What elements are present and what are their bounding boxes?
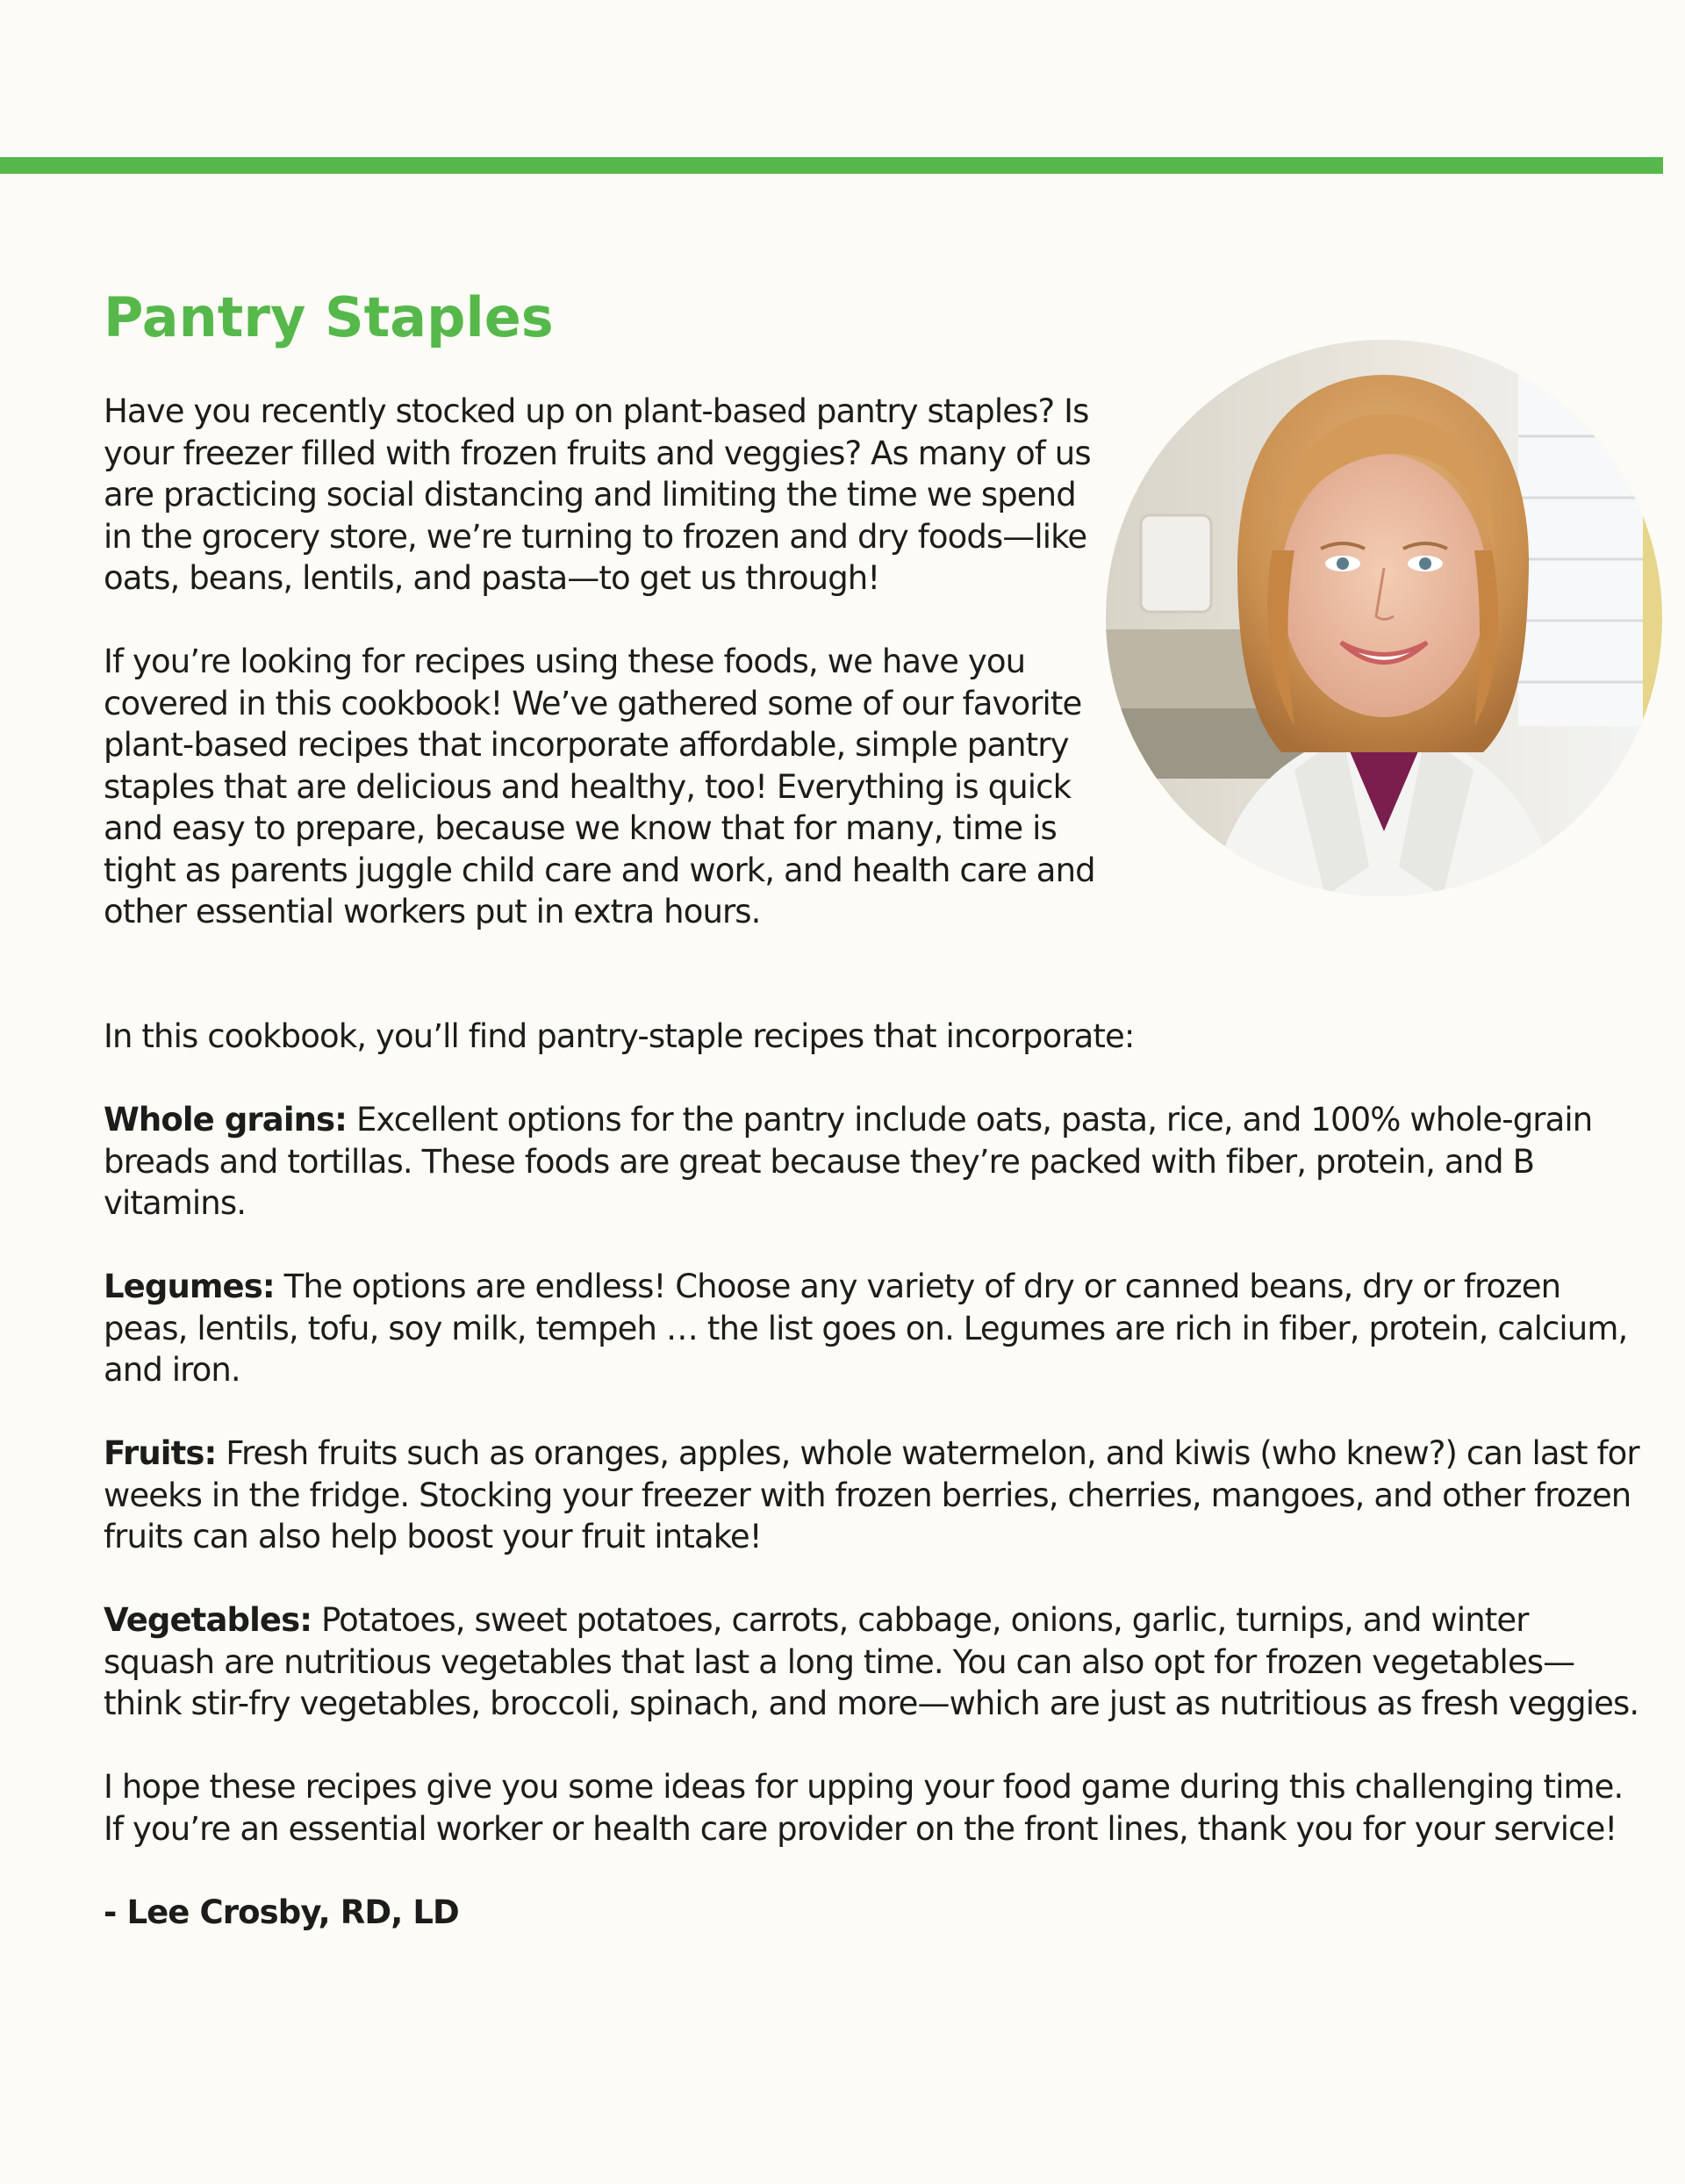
intro-paragraph-1: Have you recently stocked up on plant-based pantry staples? Is your freezer filled with frozen fruits and veggies? As many of us are practicing social distancing and limiting the time we spend in the grocery store, we’re turning to frozen and dry foods—like oats, beans, lentils, and pasta—to get us through!	[104, 392, 1091, 597]
lead-in-text: In this cookbook, you’ll find pantry-staple recipes that incorporate:	[104, 1017, 1135, 1055]
top-accent-bar	[0, 157, 1663, 174]
intro-paragraph-2: If you’re looking for recipes using these foods, we have you covered in this cookbook! We’ve gathered some of our favorite plant-based recipes that incorporate affordable, simple pantry staples that are delicious and healthy, too! Everything is quick and easy to prepare, because we know that for many, time is tight as parents juggle child care and work, and health care and other essential workers put in extra hours.	[104, 643, 1095, 930]
category-label: Vegetables:	[104, 1601, 312, 1639]
category-vegetables	[104, 1599, 1648, 1725]
category-whole-grains	[104, 1099, 1648, 1225]
category-description: The options are endless! Choose any variety of dry or canned beans, dry or frozen peas, lentils, tofu, soy milk, tempeh … the list goes on. Legumes are rich in fiber, protein, calcium, and iron.	[104, 1268, 1628, 1389]
intro-text	[104, 391, 1113, 974]
category-description: Fresh fruits such as oranges, apples, whole watermelon, and kiwis (who knew?) can last for weeks in the fridge. Stocking your freezer with frozen berries, cherries, mangoes, and other frozen fruits can also help boost your fruit intake!	[104, 1434, 1639, 1555]
page-title: Pantry Staples	[104, 285, 554, 349]
category-description: Excellent options for the pantry include oats, pasta, rice, and 100% whole-grain breads and tortillas. These foods are great because they’re packed with fiber, protein, and B vitamins.	[104, 1101, 1593, 1222]
category-label: Legumes:	[104, 1268, 275, 1305]
category-description: Potatoes, sweet potatoes, carrots, cabbage, onions, garlic, turnips, and winter squash are nutritious vegetables that last a long time. You can also opt for frozen vegetables—think stir-fry vegetables, broccoli, spinach, and more—which are just as nutritious as fresh veggies.	[104, 1601, 1639, 1722]
category-legumes	[104, 1266, 1648, 1391]
author-signature: - Lee Crosby, RD, LD	[104, 1893, 459, 1931]
closing-paragraph: I hope these recipes give you some ideas for upping your food game during this challenging time. If you’re an essential worker or health care provider on the front lines, thank you for your service!	[104, 1768, 1624, 1848]
author-portrait-photo	[1106, 340, 1662, 896]
category-fruits	[104, 1433, 1648, 1558]
category-label: Whole grains:	[104, 1101, 348, 1139]
body-text	[104, 1016, 1648, 1933]
category-label: Fruits:	[104, 1434, 217, 1472]
